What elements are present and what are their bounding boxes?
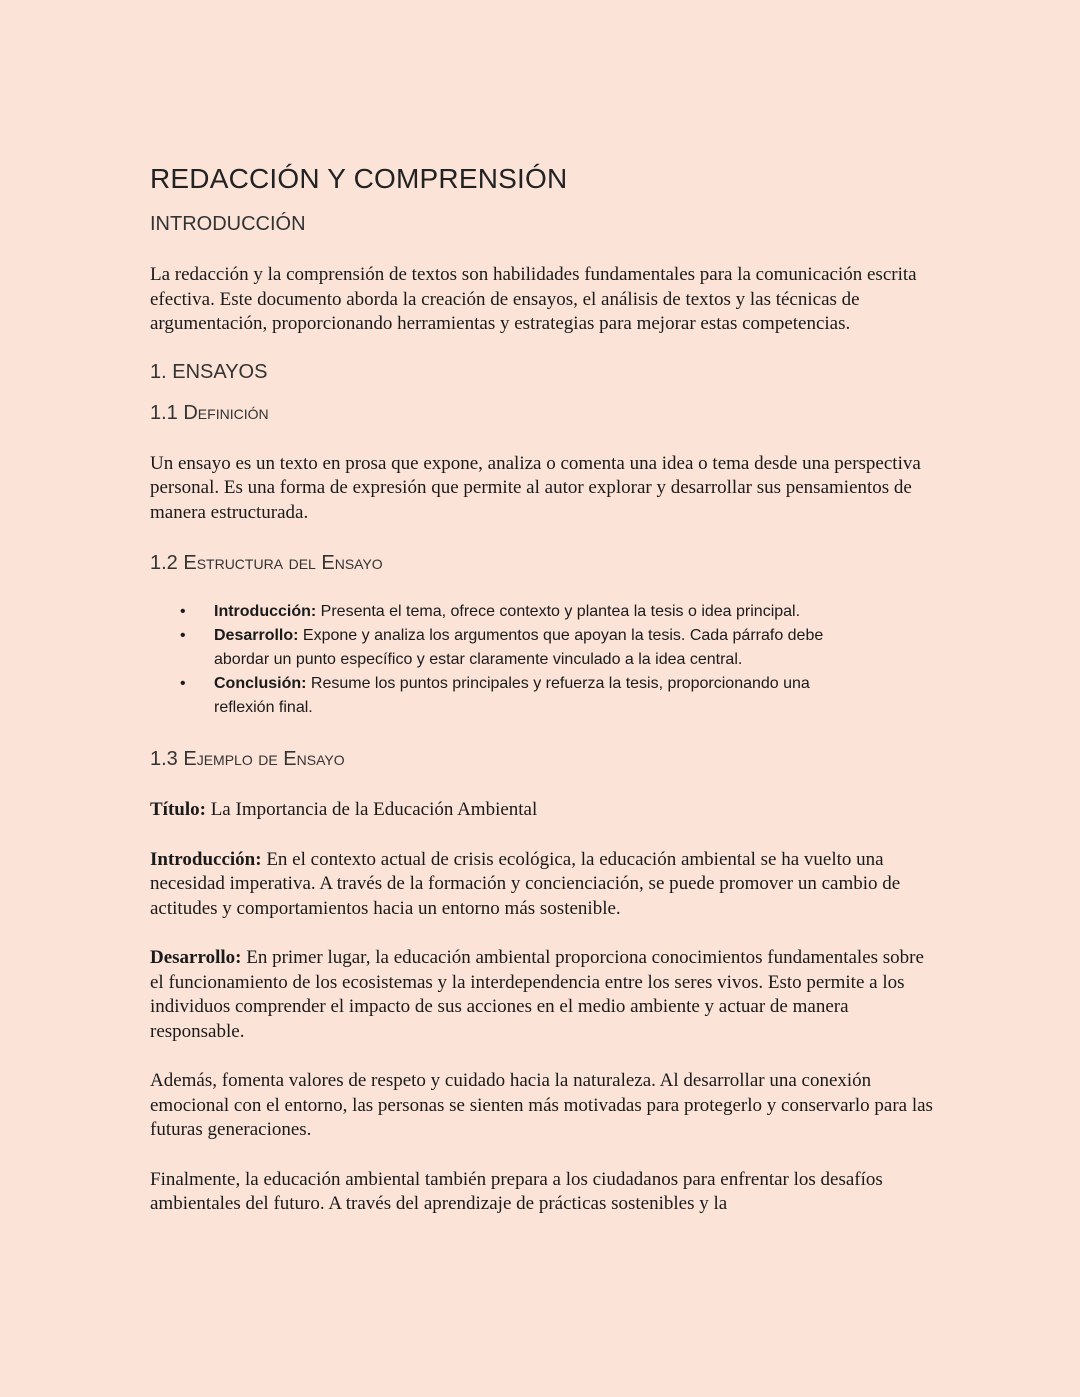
essay-development-label: Desarrollo:: [150, 947, 242, 968]
document-title: REDACCIÓN Y COMPRENSIÓN: [150, 163, 568, 194]
essay-paragraph-2: Además, fomenta valores de respeto y cuidado hacia la naturaleza. Al desarrollar una conexión emocional con el entorno, las personas se sienten más motivadas para protegerlo y conservarlo para las futuras generaciones.: [150, 1070, 933, 1140]
subsection-number: 1.1: [150, 401, 184, 424]
essay-title-text: La Importancia de la Educación Ambiental: [205, 799, 538, 820]
essay-intro-paragraph: [150, 848, 940, 922]
subsection-number: 1.2: [150, 552, 184, 574]
intro-paragraph: La redacción y la comprensión de textos son habilidades fundamentales para la comunicación escrita efectiva. Este documento aborda la creación de ensayos, el análisis de textos y las técnicas de argumentación, proporcionando herramientas y estrategias para mejorar estas competencias.: [150, 264, 917, 334]
essay-development-paragraph: [150, 946, 940, 1044]
subsection-title: Estructura del Ensayo: [183, 552, 383, 574]
subsection-title: Definición: [183, 401, 269, 424]
subsection-title: Ejemplo de Ensayo: [183, 748, 345, 770]
subsection-number: 1.3: [150, 748, 184, 770]
subsection-heading-estructura: [150, 552, 940, 575]
essay-paragraph-3: Finalmente, la educación ambiental también prepara a los ciudadanos para enfrentar los desafíos ambientales del futuro. A través del aprendizaje de prácticas sostenibles y la: [150, 1168, 883, 1214]
document-page: [150, 160, 940, 1217]
list-item: [150, 600, 874, 624]
list-item: [150, 672, 874, 720]
subsection-heading-definicion: [150, 402, 940, 425]
definition-paragraph: Un ensayo es un texto en prosa que expone, analiza o comenta una idea o tema desde una perspectiva personal. Es una forma de expresión que permite al autor explorar y desarrollar sus pensamientos de manera estructurada.: [150, 452, 921, 523]
section-heading-ensayos: 1. ENSAYOS: [150, 360, 268, 383]
bullet-icon: •: [180, 627, 186, 644]
structure-list: [150, 600, 940, 720]
list-item-text: Presenta el tema, ofrece contexto y plantea la tesis o idea principal.: [316, 603, 801, 620]
list-item: [150, 624, 874, 672]
list-item-text: Expone y analiza los argumentos que apoyan la tesis. Cada párrafo debe abordar un punto específico y estar claramente vinculado a la idea central.: [214, 627, 824, 668]
bullet-icon: •: [180, 675, 186, 692]
intro-heading: INTRODUCCIÓN: [150, 213, 306, 235]
essay-intro-label: Introducción:: [150, 848, 262, 870]
essay-title-line: [150, 798, 940, 823]
bullet-icon: •: [180, 603, 186, 620]
subsection-heading-ejemplo: [150, 748, 940, 771]
essay-title-label: Título:: [150, 799, 206, 820]
list-item-label: Conclusión:: [214, 675, 307, 692]
list-item-label: Desarrollo:: [214, 627, 299, 644]
list-item-text: Resume los puntos principales y refuerza la tesis, proporcionando una reflexión final.: [214, 675, 810, 716]
essay-intro-text: En el contexto actual de crisis ecológica, la educación ambiental se ha vuelto una necesidad imperativa. A través de la formación y concienciación, se puede promover un cambio de actitudes y comportamientos hacia un entorno más sostenible.: [150, 848, 901, 919]
essay-development-text: En primer lugar, la educación ambiental proporciona conocimientos fundamentales sobre el funcionamiento de los ecosistemas y la interdependencia entre los seres vivos. Esto permite a los individuos comprender el impacto de sus acciones en el medio ambiente y actuar de manera responsable.: [150, 947, 924, 1042]
list-item-label: Introducción:: [214, 603, 317, 620]
